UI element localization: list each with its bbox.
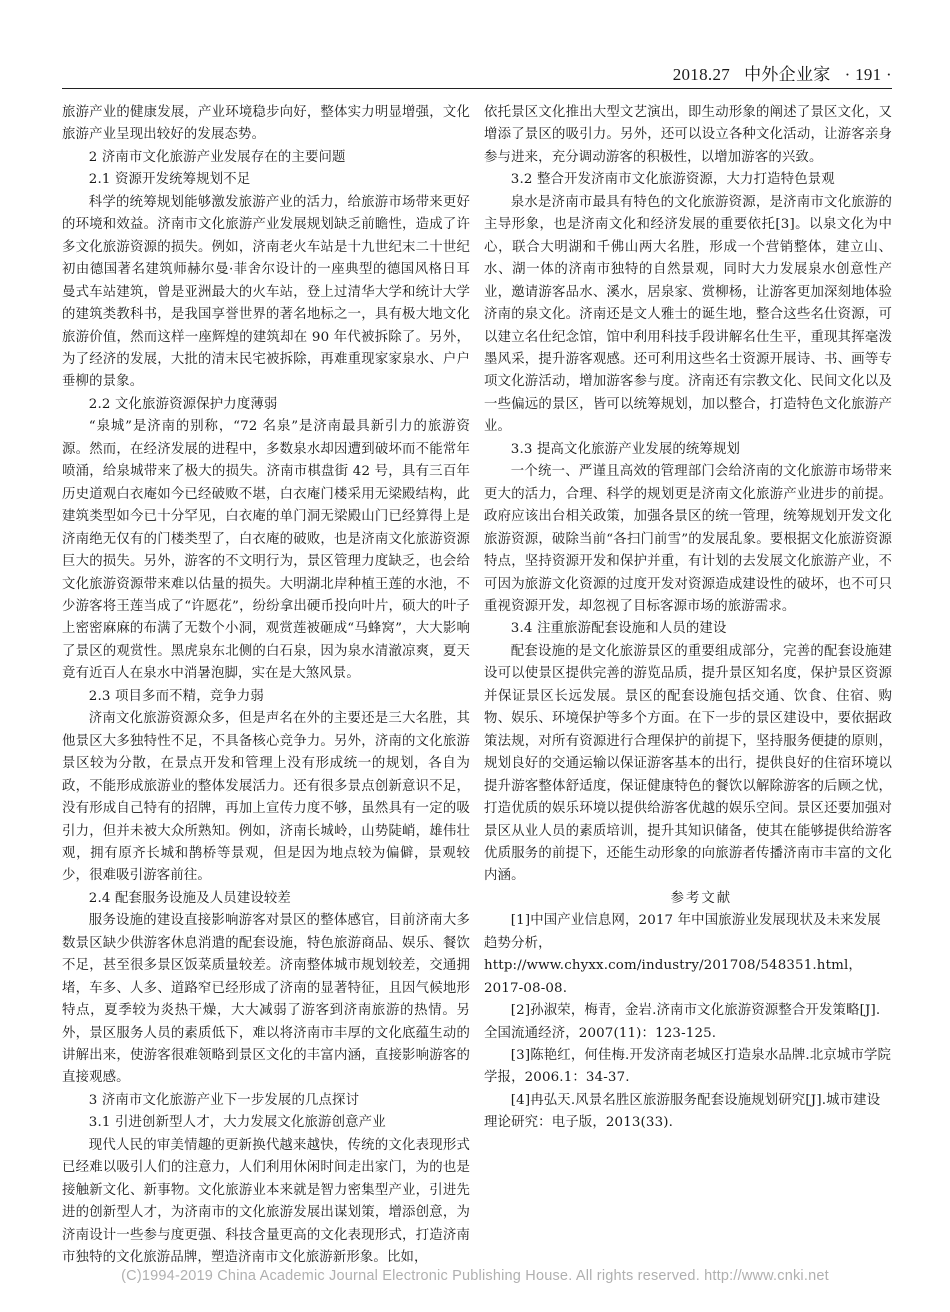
paragraph: 服务设施的建设直接影响游客对景区的整体感官，目前济南大多数景区缺少供游客休息消遣的配套设施，特色旅游商品、娱乐、餐饮不足，甚至很多景区饭菜质量较差。济南整体城市规划较差，交通拥堵，车多、人多、道路窄已经形成了济南的显著特征，且因气候地形特点，夏季较为炎热干燥，大大减弱了游客到济南旅游的热情。另外，景区服务人员的素质低下，难以将济南市丰厚的文化底蕴生动的讲解出来，使游客很难领略到景区文化的丰富内涵，直接影响游客的直接观感。 [62,913,470,1086]
copyright-footer: (C)1994-2019 China Academic Journal Electronic Publishing House. All rights reserved. http://www.cnki.net [121,1268,829,1284]
paragraph: 科学的统筹规划能够激发旅游产业的活力，给旅游市场带来更好的环境和效益。济南市文化旅游产业发展规划缺乏前瞻性，造成了许多文化旅游资源的损失。例如，济南老火车站是十九世纪末二十世纪初由德国著名建筑师赫尔曼·菲舍尔设计的一座典型的德国风格日耳曼式车站建筑，曾是亚洲最大的火车站，登上过清华大学和统计大学的建筑类教科书，是我国享誉世界的著名地标之一，具有极大地文化旅游价值，然而这样一座辉煌的建筑却在 90 年代被拆除了。另外，为了经济的发展，大批的清末民宅被拆除，再难重现家家泉水、户户垂柳的景象。 [62,194,470,390]
running-header [62,58,892,89]
page-number: · 191 · [844,65,892,84]
reference-item: [4]冉弘天.风景名胜区旅游服务配套设施规划研究[J].城市建设理论研究：电子版，2013(33). [484,1092,881,1131]
left-column [62,102,470,1270]
subsection-heading: 2.4 配套服务设施及人员建设较差 [88,890,291,906]
subsection-heading: 3.1 引进创新型人才，大力发展文化旅游创意产业 [88,1115,386,1131]
subsection-heading: 3.3 提高文化旅游产业发展的统筹规划 [510,441,741,457]
journal-name: 中外企业家 [744,65,831,84]
paragraph: 泉水是济南市最具有特色的文化旅游资源，是济南市文化旅游的主导形象，也是济南文化和经济发展的重要依托[3]。以泉文化为中心，联合大明湖和千佛山两大名胜，形成一个营销整体，建立山、水、湖一体的济南市独特的自然景观，同时大力发展泉水创意性产业，邀请游客品水、溪水，居泉家、赏柳杨，让游客更加深刻地体验济南的泉文化。济南还是文人雅士的诞生地，整合这些名仕资源，可以建立名仕纪念馆，馆中利用科技手段讲解名仕生平，重现其挥毫泼墨风采，提升游客观感。还可利用这些名士资源开展诗、书、画等专项文化游活动，增加游客参与度。济南还有宗教文化、民间文化以及一些偏远的景区，皆可以统筹规划，加以整合，打造特色文化旅游产业。 [484,194,892,435]
paragraph: 一个统一、严谨且高效的管理部门会给济南的文化旅游市场带来更大的活力，合理、科学的规划更是济南文化旅游产业进步的前提。政府应该出台相关政策，加强各景区的统一管理，统筹规划开发文化旅游资源，破除当前“各扫门前雪”的发展乱象。要根据文化旅游资源特点，坚持资源开发和保护并重，有计划的去发展文化旅游产业，不可因为旅游文化资源的过度开发对资源造成建设性的破坏，也不可只重视资源开发，却忽视了目标客源市场的旅游需求。 [484,464,892,614]
paragraph: 配套设施的是文化旅游景区的重要组成部分，完善的配套设施建设可以使景区提供完善的游览品质，提升景区知名度，保护景区资源并保证景区长远发展。景区的配套设施包括交通、饮食、住宿、购物、娱乐、环境保护等多个方面。在下一步的景区建设中，要依据政策法规，对所有资源进行合理保护的前提下，坚持服务便捷的原则，规划良好的交通运输以保证游客基本的出行，提供良好的住宿环境以提升游客整体舒适度，保证健康特色的餐饮以解除游客的后顾之忧，打造优质的娱乐环境以提供给游客优越的娱乐空间。景区还要加强对景区从业人员的素质培训，提升其知识储备，使其在能够提供给游客优质服务的前提下，还能生动形象的向旅游者传播济南市丰富的文化内涵。 [484,643,892,884]
paragraph: 济南文化旅游资源众多，但是声名在外的主要还是三大名胜，其他景区大多独特性不足，不具备核心竞争力。另外，济南的文化旅游景区较为分散，在景点开发和管理上没有形成统一的规划，各自为政，不能形成旅游业的整体发展活力。还有很多景点创新意识不足，没有形成自己特有的招牌，再加上宣传力度不够，虽然具有一定的吸引力，但并未被大众所熟知。例如，济南长城岭，山势陡峭，雄伟壮观，拥有原齐长城和鹊桥等景观，但是因为地点较为偏僻，景观较少，很难吸引游客前往。 [62,711,470,884]
paragraph: “泉城”是济南的别称，“72 名泉”是济南最具新引力的旅游资源。然而，在经济发展的进程中，多数泉水却因遭到破坏而不能常年喷涌，给泉城带来了极大的损失。济南市棋盘街 42 号，具有三百年历史道观白衣庵如今已经破败不堪，白衣庵门楼采用无梁殿结构，此建筑类型如今已十分罕见，白衣庵的单门洞无梁殿山门已经算得上是济南绝无仅有的门楼类型了，白衣庵的破败，也是济南文化旅游资源巨大的损失。另外，游客的不文明行为，景区管理力度缺乏，也会给文化旅游资源带来难以估量的损失。大明湖北岸种植王莲的水池，不少游客将王莲当成了“许愿花”，纷纷拿出硬币投向叶片，硕大的叶子上密密麻麻的布满了无数个小洞，观赏莲被砸成“马蜂窝”，大大影响了景区的观赏性。黑虎泉东北侧的白石泉，因为泉水清澈凉爽，夏天竟有近百人在泉水中消暑泡脚，实在是大煞风景。 [62,419,470,682]
section-heading: 3 济南市文化旅游产业下一步发展的几点探讨 [88,1092,360,1108]
issue-number: 2018.27 [672,65,731,84]
paragraph-continued: 依托景区文化推出大型文艺演出，即生动形象的阐述了景区文化，又增添了景区的吸引力。另外，还可以设立各种文化活动，让游客亲身参与进来，充分调动游客的积极性，以增加游客的兴致。 [484,105,892,165]
paragraph-continued: 旅游产业的健康发展，产业环境稳步向好，整体实力明显增强，文化旅游产业呈现出较好的发展态势。 [62,105,470,143]
header-text [659,60,892,85]
section-heading: 2 济南市文化旅游产业发展存在的主要问题 [88,149,346,165]
subsection-heading: 2.3 项目多而不精，竞争力弱 [88,688,264,704]
subsection-heading: 3.2 整合开发济南市文化旅游资源，大力打造特色景观 [510,172,835,188]
paragraph: 现代人民的审美情趣的更新换代越来越快，传统的文化表现形式已经难以吸引人们的注意力，人们利用休闲时间走出家门，为的也是接触新文化、新事物。文化旅游业本来就是智力密集型产业，引进先进的创新型人才，为济南市的文化旅游发展出谋划策，增添创意，为济南设计一些参与度更强、科技含量更高的文化表现形式，打造济南市独特的文化旅游品牌，塑造济南市文化旅游新形象。比如， [62,1137,470,1266]
reference-item: [1]中国产业信息网，2017 年中国旅游业发展现状及未来发展趋势分析，http://www.chyxx.com/industry/201708/548351.html，2017-08-08. [484,913,881,996]
subsection-heading: 3.4 注重旅游配套设施和人员的建设 [510,621,727,637]
reference-item: [3]陈艳红，何佳梅.开发济南老城区打造泉水品牌.北京城市学院学报，2006.1：34-37. [484,1048,892,1086]
subsection-heading: 2.1 资源开发统筹规划不足 [88,172,251,188]
right-column [484,102,892,1135]
subsection-heading: 2.2 文化旅游资源保护力度薄弱 [88,396,278,412]
reference-item: [2]孙淑荣，梅青，金岩.济南市文化旅游资源整合开发策略[J].全国流通经济，2007(11)：123-125. [484,1003,881,1041]
references-heading: 参考文献 [670,890,733,906]
